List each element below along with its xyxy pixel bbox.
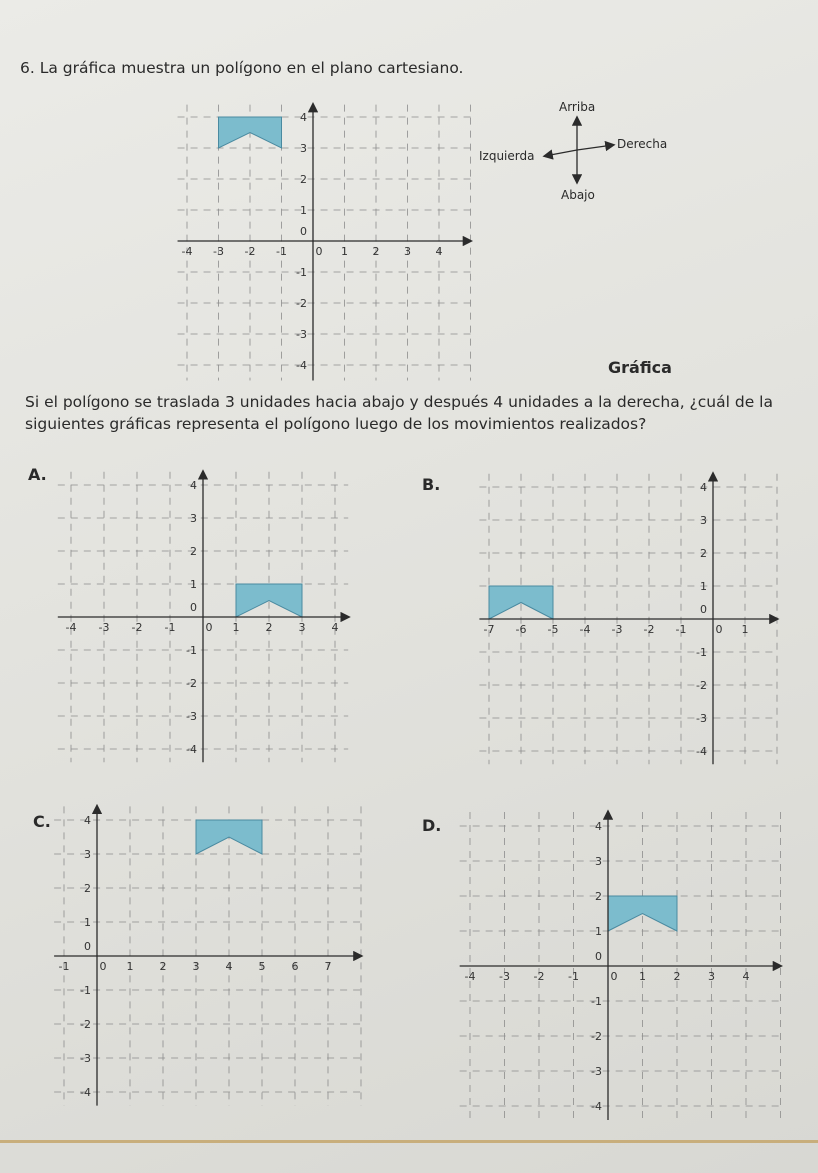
y-tick-label: 3 — [595, 855, 602, 868]
y-tick-label: 1 — [700, 580, 707, 593]
y-tick-label: 1 — [84, 916, 91, 929]
x-tick-label: 1 — [639, 970, 646, 983]
x-tick-label: -2 — [643, 623, 655, 636]
y-tick-label: 2 — [700, 547, 707, 560]
y-tick-label: 0 — [300, 225, 307, 238]
x-tick-label: -3 — [499, 970, 510, 983]
x-tick-label: -5 — [547, 623, 559, 636]
option-b-label[interactable]: B. — [422, 475, 441, 494]
y-tick-label: 0 — [190, 601, 197, 614]
x-tick-label: -4 — [181, 245, 193, 258]
x-tick-label: -3 — [98, 621, 110, 634]
y-tick-label: 4 — [190, 479, 197, 492]
x-tick-label: 0 — [715, 623, 723, 636]
x-tick-label: 0 — [315, 245, 323, 258]
question-body-line-2: siguientes gráficas representa el polígono luego de los movimientos realizados? — [25, 415, 647, 433]
x-tick-label: 3 — [404, 245, 411, 258]
y-tick-label: 1 — [595, 925, 602, 938]
bottom-rule — [0, 1140, 818, 1143]
y-tick-label: 3 — [300, 142, 307, 155]
plane-a — [58, 472, 348, 762]
question-title: 6. La gráfica muestra un polígono en el plano cartesiano. — [20, 59, 464, 77]
x-tick-label: 1 — [126, 960, 134, 973]
y-tick-label: 0 — [84, 940, 91, 953]
x-tick-label: -4 — [579, 623, 591, 636]
y-tick-label: -1 — [591, 995, 602, 1008]
y-tick-label: 4 — [700, 481, 707, 494]
x-tick-label: 3 — [192, 960, 200, 973]
y-tick-label: -2 — [186, 677, 197, 690]
y-tick-label: 4 — [300, 111, 307, 124]
x-tick-label: 5 — [258, 960, 266, 973]
y-tick-label: 1 — [300, 204, 307, 217]
x-tick-label: 1 — [741, 623, 749, 636]
y-tick-label: -3 — [296, 328, 307, 341]
x-tick-label: 2 — [265, 621, 273, 634]
y-tick-label: 2 — [84, 882, 91, 895]
compass-left-label: Izquierda — [479, 149, 535, 163]
x-tick-label: 6 — [291, 960, 299, 973]
x-tick-label: 1 — [341, 245, 348, 258]
compass-up-label: Arriba — [559, 100, 596, 114]
x-tick-label: -2 — [131, 621, 143, 634]
y-tick-label: -1 — [696, 646, 707, 659]
polygon-shape — [236, 584, 302, 617]
x-tick-label: -1 — [276, 245, 287, 258]
y-tick-label: -1 — [186, 644, 197, 657]
y-tick-label: 3 — [84, 848, 91, 861]
x-tick-label: -1 — [675, 623, 687, 636]
y-tick-label: 2 — [595, 890, 602, 903]
x-tick-label: -1 — [568, 970, 579, 983]
x-tick-label: 0 — [99, 960, 107, 973]
y-tick-label: 4 — [595, 820, 602, 833]
x-tick-label: -2 — [533, 970, 545, 983]
plane-c — [54, 806, 361, 1105]
x-tick-label: 4 — [225, 960, 233, 973]
polygon-shape — [489, 586, 553, 619]
x-tick-label: 7 — [324, 960, 332, 973]
x-tick-label: 0 — [205, 621, 213, 634]
x-tick-label: 4 — [435, 245, 443, 258]
x-tick-label: 2 — [159, 960, 167, 973]
x-tick-label: 1 — [232, 621, 240, 634]
x-tick-label: 4 — [742, 970, 750, 983]
y-tick-label: 3 — [190, 512, 197, 525]
option-d-label[interactable]: D. — [422, 816, 442, 835]
x-tick-label: -6 — [515, 623, 527, 636]
compass-right-label: Derecha — [617, 137, 668, 151]
y-tick-label: 3 — [700, 514, 707, 527]
x-tick-label: -4 — [65, 621, 77, 634]
x-tick-label: 3 — [298, 621, 306, 634]
y-tick-label: -3 — [80, 1052, 91, 1065]
compass-down-label: Abajo — [561, 188, 595, 202]
x-tick-label: -3 — [611, 623, 623, 636]
x-tick-label: -3 — [213, 245, 224, 258]
option-c-label[interactable]: C. — [33, 812, 51, 831]
x-tick-label: -2 — [244, 245, 256, 258]
x-tick-label: -1 — [58, 960, 70, 973]
y-tick-label: -2 — [591, 1030, 602, 1043]
option-a-label[interactable]: A. — [28, 465, 47, 484]
y-tick-label: -2 — [80, 1018, 91, 1031]
x-tick-label: 2 — [673, 970, 681, 983]
polygon-shape — [608, 896, 677, 931]
graph-caption: Gráfica — [608, 358, 672, 377]
y-tick-label: 0 — [700, 603, 707, 616]
y-tick-label: -4 — [696, 745, 707, 758]
x-tick-label: -4 — [464, 970, 476, 983]
y-tick-label: -3 — [696, 712, 707, 725]
y-tick-label: -2 — [696, 679, 707, 692]
y-tick-label: -3 — [186, 710, 197, 723]
y-tick-label: -4 — [591, 1100, 602, 1113]
y-tick-label: -4 — [80, 1086, 91, 1099]
x-tick-label: 0 — [610, 970, 618, 983]
plane-d — [460, 812, 781, 1120]
x-tick-label: -1 — [164, 621, 176, 634]
y-tick-label: -4 — [186, 743, 197, 756]
x-tick-label: 2 — [372, 245, 380, 258]
x-tick-label: 4 — [331, 621, 339, 634]
polygon-shape — [219, 117, 282, 148]
x-tick-label: 3 — [708, 970, 715, 983]
y-tick-label: -4 — [296, 359, 307, 372]
y-tick-label: -1 — [80, 984, 91, 997]
y-tick-label: 1 — [190, 578, 197, 591]
y-tick-label: 0 — [595, 950, 602, 963]
y-tick-label: -1 — [296, 266, 307, 279]
plane-b — [479, 474, 777, 764]
plane-original — [178, 105, 471, 381]
y-tick-label: 4 — [84, 814, 91, 827]
question-body-line-1: Si el polígono se traslada 3 unidades hacia abajo y después 4 unidades a la derecha, ¿cuál de la — [25, 393, 773, 411]
x-tick-label: -7 — [483, 623, 495, 636]
y-tick-label: 2 — [190, 545, 197, 558]
y-tick-label: -2 — [296, 297, 307, 310]
y-tick-label: -3 — [591, 1065, 602, 1078]
y-tick-label: 2 — [300, 173, 307, 186]
